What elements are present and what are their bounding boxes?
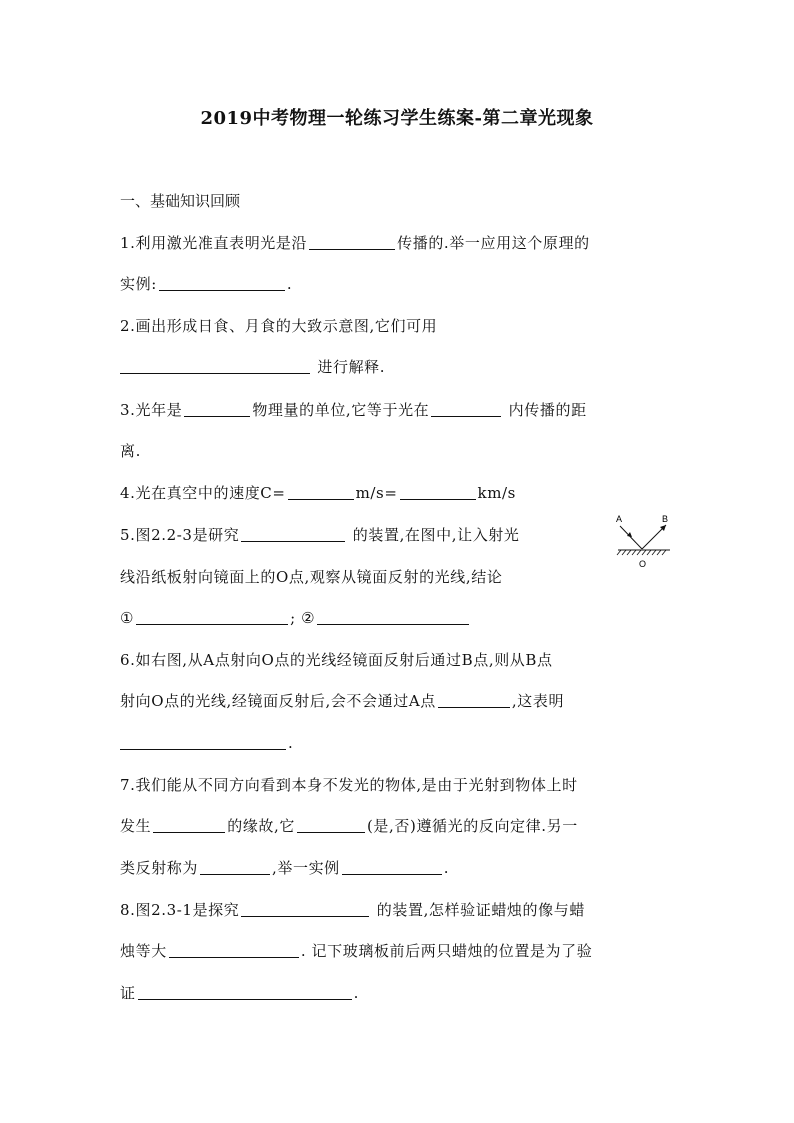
answer-blank[interactable] <box>153 816 225 833</box>
answer-blank[interactable] <box>297 816 365 833</box>
point-a-label: A <box>616 514 623 524</box>
q8-line-3: 证 . <box>120 984 359 1002</box>
answer-blank[interactable] <box>400 483 476 500</box>
answer-blank[interactable] <box>136 608 288 625</box>
mirror-hatching <box>617 550 666 555</box>
point-o-label: O <box>639 559 647 568</box>
q5-line-2: 线沿纸板射向镜面上的O点,观察从镜面反射的光线,结论 <box>120 568 503 586</box>
q6-line-2: 射向O点的光线,经镜面反射后,会不会通过A点 ,这表明 <box>120 692 565 710</box>
answer-blank[interactable] <box>159 274 285 291</box>
answer-blank[interactable] <box>241 525 345 542</box>
reflection-diagram <box>612 512 674 568</box>
answer-blank[interactable] <box>317 608 469 625</box>
answer-blank[interactable] <box>120 733 286 750</box>
q7-line-2: 发生 的缘故,它 (是,否)遵循光的反向定律.另一 <box>120 817 578 835</box>
incident-ray <box>620 526 642 549</box>
q4-line: 4.光在真空中的速度C= m/s= km/s <box>120 484 516 502</box>
q6-line-1: 6.如右图,从A点射向O点的光线经镜面反射后通过B点,则从B点 <box>120 651 553 669</box>
q1-line-2: 实例: . <box>120 275 293 293</box>
point-b-label: B <box>662 514 669 524</box>
q7-line-1: 7.我们能从不同方向看到本身不发光的物体,是由于光射到物体上时 <box>120 776 578 794</box>
answer-blank[interactable] <box>309 233 395 250</box>
q6-line-3: . <box>120 732 293 754</box>
answer-blank[interactable] <box>342 858 442 875</box>
q5-line-1: 5.图2.2-3是研究 的装置,在图中,让入射光 <box>120 526 520 544</box>
answer-blank[interactable] <box>431 400 501 417</box>
answer-blank[interactable] <box>288 483 354 500</box>
answer-blank[interactable] <box>200 858 270 875</box>
q3-line-1: 3.光年是 物理量的单位,它等于光在 内传播的距 <box>120 401 587 419</box>
answer-blank[interactable] <box>120 357 310 374</box>
page-title: 2019中考物理一轮练习学生练案-第二章光现象 <box>200 108 594 129</box>
q3-line-2: 离. <box>120 442 141 460</box>
q1-line-1: 1.利用激光准直表明光是沿 传播的.举一应用这个原理的 <box>120 234 590 252</box>
q8-line-1: 8.图2.3-1是探究 的装置,怎样验证蜡烛的像与蜡 <box>120 901 585 919</box>
section-heading: 一、基础知识回顾 <box>120 192 241 210</box>
q8-line-2: 烛等大 . 记下玻璃板前后两只蜡烛的位置是为了验 <box>120 942 593 960</box>
q2-line-1: 2.画出形成日食、月食的大致示意图,它们可用 <box>120 317 438 335</box>
q5-line-3: ① ; ② <box>120 607 471 629</box>
answer-blank[interactable] <box>138 983 352 1000</box>
answer-blank[interactable] <box>241 900 369 917</box>
q7-line-3: 类反射称为 ,举一实例 . <box>120 859 450 877</box>
answer-blank[interactable] <box>438 691 510 708</box>
answer-blank[interactable] <box>169 941 299 958</box>
q2-line-2: 进行解释. <box>120 356 385 378</box>
answer-blank[interactable] <box>184 400 250 417</box>
